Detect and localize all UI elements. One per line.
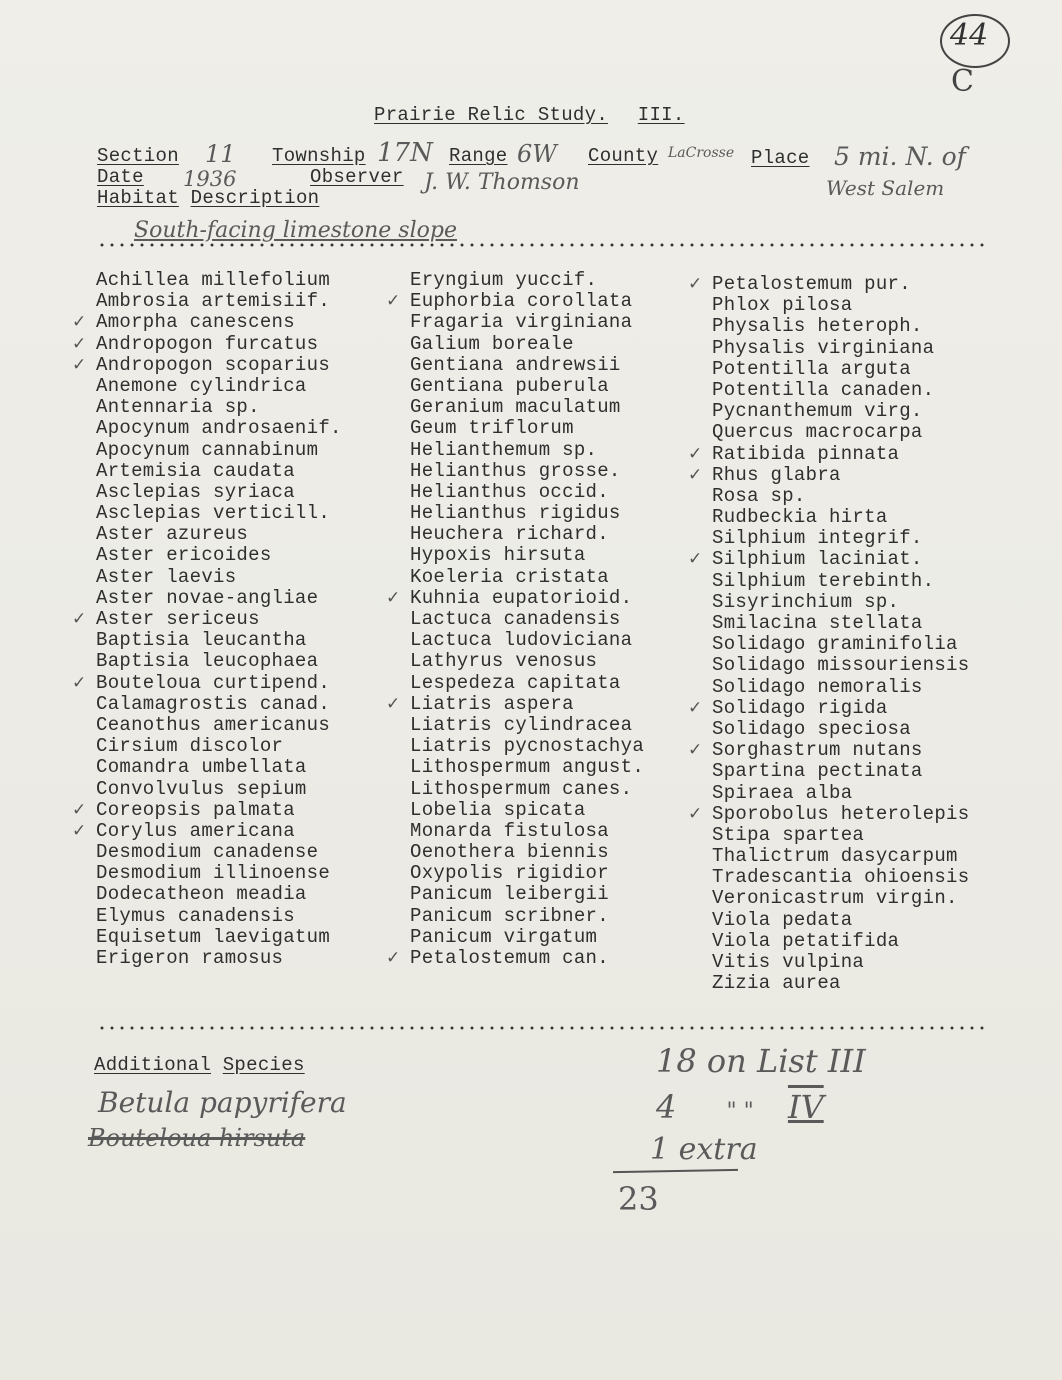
species-item — [712, 359, 969, 380]
species-item — [410, 545, 644, 566]
species-item — [410, 842, 644, 863]
species-name: Helianthus rigidus — [410, 502, 621, 525]
species-name: Erigeron ramosus — [96, 947, 284, 969]
date-label: Date — [97, 166, 144, 188]
species-name: Apocynum androsaenif. — [96, 417, 342, 440]
check-mark-icon: ✓ — [688, 464, 703, 485]
dotted-separator-bottom — [97, 1026, 989, 1030]
species-name: Asclepias verticill. — [96, 502, 331, 525]
species-name: Geum triflorum — [410, 417, 574, 440]
species-item — [410, 884, 644, 905]
species-item — [410, 779, 644, 800]
species-name: Aster ericoides — [96, 544, 272, 567]
county-label: County — [588, 145, 659, 167]
species-name: Viola pedata — [712, 908, 853, 931]
species-name: Rosa sp. — [712, 484, 806, 507]
check-mark-icon: ✓ — [72, 799, 87, 820]
species-item — [96, 630, 342, 651]
place-label: Place — [751, 147, 810, 169]
species-item — [712, 338, 969, 359]
tally-line-3: 1 extra — [650, 1132, 758, 1167]
check-mark-icon: ✓ — [688, 274, 703, 294]
tally-line-2-list: IV — [787, 1088, 824, 1126]
species-name: Thalictrum dasycarpum — [712, 845, 958, 868]
species-item — [410, 418, 644, 439]
species-name: Sporobolus heterolepis — [712, 802, 970, 825]
species-name: Helianthus grosse. — [410, 459, 621, 482]
species-item — [712, 528, 969, 549]
tally-line-2-ditto: " " — [726, 1099, 754, 1124]
range-label: Range — [449, 145, 508, 167]
species-name: Quercus macrocarpa — [712, 421, 923, 444]
species-name: Oxypolis rigidior — [410, 862, 609, 885]
species-name: Gentiana andrewsii — [410, 353, 621, 376]
species-name: Lactuca ludoviciana — [410, 629, 633, 652]
species-name: Ratibida pinnata — [712, 442, 900, 465]
check-mark-icon: ✓ — [688, 740, 703, 761]
species-name: Vitis vulpina — [712, 951, 865, 973]
check-mark-icon: ✓ — [72, 820, 87, 841]
species-item — [712, 888, 969, 909]
check-mark-icon: ✓ — [688, 549, 703, 570]
species-item — [712, 719, 969, 740]
species-name: Liatris cylindracea — [410, 713, 633, 736]
check-mark-icon: ✓ — [688, 443, 703, 464]
species-name: Elymus canadensis — [96, 904, 295, 927]
species-column-2 — [386, 269, 645, 969]
species-name: Viola petatifida — [712, 929, 900, 952]
species-name: Lithospermum angust. — [410, 756, 645, 779]
species-item — [410, 440, 644, 461]
species-item — [712, 401, 969, 422]
species-name: Anemone cylindrica — [96, 374, 307, 397]
species-name: Sisyrinchium sp. — [712, 590, 900, 613]
species-item — [688, 548, 969, 571]
dotted-separator-top — [97, 243, 989, 247]
title-numeral: III. — [637, 104, 685, 126]
habitat-label-b: Description — [190, 187, 320, 209]
species-item — [72, 332, 342, 355]
species-name: Silphium terebinth. — [712, 569, 935, 592]
species-item — [410, 673, 644, 694]
species-name: Spartina pectinata — [712, 760, 923, 783]
species-item — [386, 290, 644, 313]
species-item — [712, 931, 969, 952]
species-name: Fragaria virginiana — [410, 311, 633, 334]
species-item — [72, 608, 342, 630]
species-name: Kuhnia eupatorioid. — [410, 586, 633, 609]
species-name: Veronicastrum virgin. — [712, 887, 958, 910]
species-name: Bouteloua curtipend. — [96, 671, 331, 694]
species-item — [96, 779, 342, 800]
species-name: Lithospermum canes. — [410, 777, 633, 800]
species-item — [688, 273, 969, 295]
species-item — [712, 592, 969, 613]
species-name: Ceanothus americanus — [96, 713, 331, 736]
species-item — [712, 910, 969, 931]
check-mark-icon: ✓ — [386, 693, 401, 714]
check-mark-icon: ✓ — [688, 803, 703, 824]
species-item — [712, 486, 969, 507]
species-name: Potentilla canaden. — [712, 378, 935, 401]
county-value: LaCrosse — [668, 145, 735, 161]
species-item — [96, 524, 342, 545]
species-name: Antennaria sp. — [96, 396, 260, 419]
species-name: Asclepias syriaca — [96, 480, 295, 503]
species-item — [96, 927, 342, 948]
species-name: Helianthemum sp. — [410, 438, 598, 461]
species-name: Zizia aurea — [712, 972, 841, 995]
species-item — [712, 655, 969, 676]
species-name: Desmodium canadense — [96, 841, 319, 864]
species-item — [96, 545, 342, 566]
species-item — [712, 677, 969, 698]
date-value: 1936 — [183, 167, 237, 191]
species-item — [410, 270, 644, 291]
species-item — [410, 715, 644, 736]
species-name: Calamagrostis canad. — [96, 692, 331, 715]
species-item — [96, 651, 342, 672]
species-item — [410, 863, 644, 884]
species-name: Corylus americana — [96, 819, 295, 842]
species-name: Solidago graminifolia — [712, 633, 958, 656]
species-item — [712, 867, 969, 888]
species-item — [410, 503, 644, 524]
species-name: Equisetum laevigatum — [96, 925, 331, 948]
species-item — [96, 863, 342, 884]
species-name: Monarda fistulosa — [410, 819, 609, 842]
species-item — [96, 736, 342, 757]
species-item — [72, 311, 342, 334]
check-mark-icon: ✓ — [688, 697, 703, 718]
species-item — [410, 927, 644, 948]
species-item — [96, 291, 342, 312]
place-value-line1: 5 mi. N. of — [834, 142, 966, 171]
species-item — [96, 482, 342, 503]
species-item — [96, 397, 342, 418]
species-name: Potentilla arguta — [712, 357, 911, 380]
species-item — [688, 442, 969, 465]
habitat-label — [97, 187, 319, 209]
species-name: Liatris pycnostachya — [410, 735, 645, 758]
species-item — [410, 800, 644, 821]
tally-line-1: 18 on List III — [656, 1042, 866, 1080]
species-name: Eryngium yuccif. — [410, 269, 598, 291]
species-name: Liatris aspera — [410, 692, 574, 715]
species-name: Panicum scribner. — [410, 904, 609, 927]
place-value-line2: West Salem — [826, 176, 945, 200]
species-name: Coreopsis palmata — [96, 798, 295, 821]
species-name: Euphorbia corollata — [410, 290, 633, 313]
species-name: Lobelia spicata — [410, 798, 586, 821]
species-name: Solidago speciosa — [712, 717, 911, 740]
species-name: Aster laevis — [96, 565, 237, 588]
species-name: Baptisia leucophaea — [96, 650, 319, 673]
tally-line-2 — [656, 1088, 824, 1126]
species-name: Dodecatheon meadia — [96, 883, 307, 906]
species-name: Silphium integrif. — [712, 527, 923, 550]
species-name: Aster sericeus — [96, 608, 260, 630]
species-name: Physalis virginiana — [712, 336, 935, 359]
species-item — [712, 613, 969, 634]
species-name: Gentiana puberula — [410, 374, 609, 397]
page-title — [374, 104, 685, 126]
species-name: Lactuca canadensis — [410, 608, 621, 630]
species-item — [96, 418, 342, 439]
species-name: Rudbeckia hirta — [712, 506, 888, 529]
additional-entry-1: Betula papyrifera — [98, 1086, 347, 1119]
species-name: Aster azureus — [96, 523, 249, 546]
species-item — [712, 973, 969, 994]
check-mark-icon: ✓ — [72, 609, 87, 629]
species-item — [410, 355, 644, 376]
species-column-1 — [72, 269, 342, 969]
species-item — [96, 376, 342, 397]
species-name: Panicum virgatum — [410, 925, 598, 948]
species-name: Smilacina stellata — [712, 612, 923, 634]
page-number: 44 — [950, 18, 989, 53]
tally-total: 23 — [618, 1180, 659, 1218]
species-item — [712, 846, 969, 867]
species-name: Heuchera richard. — [410, 523, 609, 546]
species-name: Desmodium illinoense — [96, 862, 331, 885]
species-name: Apocynum cannabinum — [96, 438, 319, 461]
species-name: Hypoxis hirsuta — [410, 544, 586, 567]
species-name: Solidago missouriensis — [712, 654, 970, 677]
species-name: Petalostemum can. — [410, 947, 609, 969]
species-item — [96, 694, 342, 715]
species-name: Geranium maculatum — [410, 396, 621, 419]
additional-entry-2: Bouteloua hirsuta — [88, 1124, 306, 1152]
species-item — [386, 692, 644, 715]
species-item — [96, 461, 342, 482]
species-item — [712, 952, 969, 973]
check-mark-icon: ✓ — [386, 948, 401, 968]
species-name: Achillea millefolium — [96, 269, 331, 291]
observer-value: J. W. Thomson — [424, 170, 580, 195]
species-name: Lespedeza capitata — [410, 671, 621, 694]
species-item — [72, 671, 342, 694]
species-name: Amorpha canescens — [96, 311, 295, 334]
species-name: Koeleria cristata — [410, 565, 609, 588]
species-item — [712, 783, 969, 804]
species-name: Pycnanthemum virg. — [712, 400, 923, 423]
species-item — [410, 651, 644, 672]
species-name: Artemisia caudata — [96, 459, 295, 482]
species-item — [410, 757, 644, 778]
species-item — [72, 819, 342, 842]
check-mark-icon: ✓ — [72, 354, 87, 375]
tally-line-2-count: 4 — [656, 1088, 677, 1126]
species-item — [712, 507, 969, 528]
title-text: Prairie Relic Study. — [374, 104, 609, 126]
species-name: Helianthus occid. — [410, 480, 609, 503]
species-item — [410, 397, 644, 418]
species-name: Baptisia leucantha — [96, 629, 307, 652]
species-item — [410, 334, 644, 355]
species-column-3 — [688, 273, 970, 995]
section-label: Section — [97, 145, 179, 167]
species-item — [688, 696, 969, 719]
species-item — [96, 588, 342, 609]
species-item — [688, 802, 970, 825]
species-name: Solidago nemoralis — [712, 675, 923, 698]
species-item — [712, 825, 969, 846]
species-name: Phlox pilosa — [712, 294, 853, 317]
township-label: Township — [272, 145, 366, 167]
species-item — [712, 380, 969, 401]
species-item — [712, 571, 969, 592]
habitat-value: South-facing limestone slope — [134, 218, 457, 243]
species-name: Stipa spartea — [712, 823, 865, 846]
species-item — [96, 948, 342, 969]
species-item — [410, 524, 644, 545]
species-item — [688, 463, 969, 486]
species-name: Rhus glabra — [712, 463, 841, 486]
species-item — [688, 739, 969, 762]
species-name: Tradescantia ohioensis — [712, 866, 970, 889]
species-item — [386, 586, 644, 609]
species-name: Panicum leibergii — [410, 883, 609, 906]
species-name: Galium boreale — [410, 332, 574, 355]
species-item — [410, 482, 644, 503]
species-name: Convolvulus sepium — [96, 777, 307, 800]
species-item — [712, 422, 969, 443]
species-item — [72, 353, 342, 376]
species-item — [410, 567, 644, 588]
species-item — [96, 715, 342, 736]
species-name: Silphium laciniat. — [712, 548, 923, 571]
species-item — [410, 736, 644, 757]
species-name: Physalis heteroph. — [712, 315, 923, 338]
page-letter: C — [951, 64, 974, 99]
species-item — [410, 376, 644, 397]
species-item — [410, 461, 644, 482]
species-item — [410, 312, 644, 333]
check-mark-icon: ✓ — [72, 333, 87, 354]
species-name: Comandra umbellata — [96, 756, 307, 779]
species-name: Spiraea alba — [712, 781, 853, 804]
species-item — [96, 567, 342, 588]
species-item — [386, 947, 644, 969]
species-name: Sorghastrum nutans — [712, 739, 923, 762]
additional-label-a: Additional — [94, 1054, 212, 1076]
species-item — [96, 884, 342, 905]
species-item — [712, 316, 969, 337]
species-item — [712, 634, 969, 655]
species-item — [96, 757, 342, 778]
additional-label-b: Species — [222, 1054, 305, 1076]
species-item — [410, 630, 644, 651]
habitat-label-a: Habitat — [97, 187, 179, 209]
check-mark-icon: ✓ — [386, 291, 401, 312]
species-item — [96, 503, 342, 524]
species-item — [712, 295, 969, 316]
species-item — [96, 270, 342, 291]
species-item — [410, 906, 644, 927]
check-mark-icon: ✓ — [72, 672, 87, 693]
species-name: Petalostemum pur. — [712, 273, 911, 295]
species-item — [96, 906, 342, 927]
species-item — [96, 440, 342, 461]
range-value: 6W — [517, 140, 557, 168]
check-mark-icon: ✓ — [72, 312, 87, 333]
township-value: 17N — [377, 138, 433, 168]
species-item — [712, 761, 969, 782]
species-item — [72, 798, 342, 821]
check-mark-icon: ✓ — [386, 587, 401, 608]
species-name: Aster novae-angliae — [96, 586, 319, 609]
species-name: Andropogon furcatus — [96, 332, 319, 355]
section-value: 11 — [205, 140, 236, 168]
species-name: Andropogon scoparius — [96, 353, 331, 376]
additional-species-label — [94, 1054, 305, 1076]
species-item — [410, 821, 644, 842]
species-name: Oenothera biennis — [410, 841, 609, 864]
observer-label: Observer — [310, 166, 404, 188]
species-name: Lathyrus venosus — [410, 650, 598, 673]
species-name: Ambrosia artemisiif. — [96, 290, 331, 313]
species-name: Cirsium discolor — [96, 735, 284, 758]
species-item — [410, 609, 644, 630]
species-name: Solidago rigida — [712, 696, 888, 719]
species-item — [96, 842, 342, 863]
